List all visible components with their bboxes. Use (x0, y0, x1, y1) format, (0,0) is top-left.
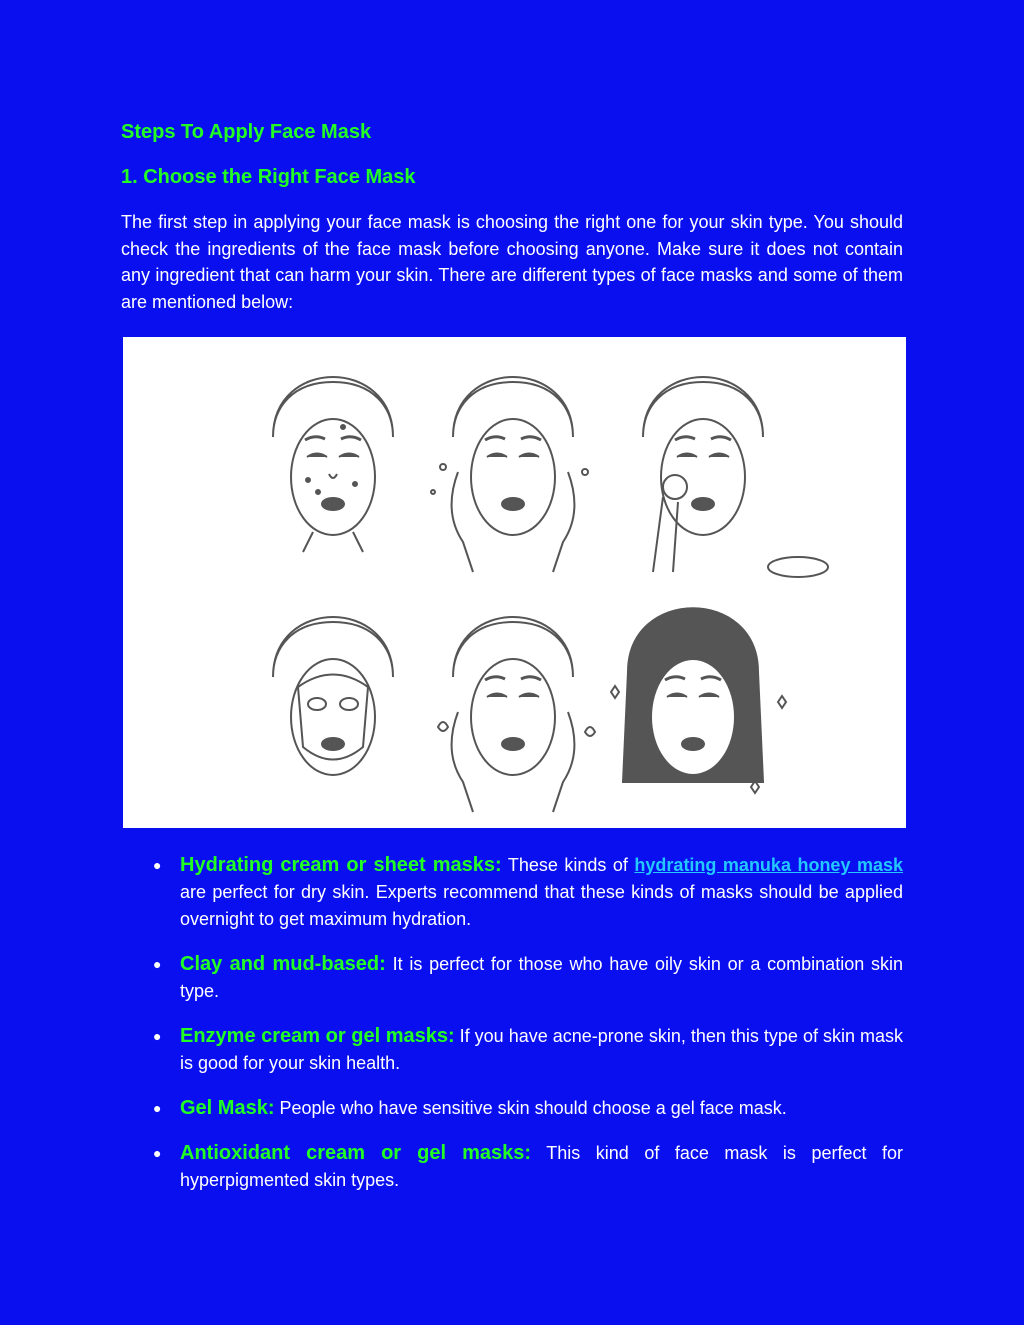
bullet-icon: ● (153, 1145, 162, 1161)
face-clean-result-icon (611, 608, 786, 793)
page-title: Steps To Apply Face Mask (121, 121, 372, 143)
mask-type-term: Enzyme cream or gel masks: (180, 1025, 455, 1047)
list-item (121, 852, 903, 933)
mask-type-text: This kind of face mask is perfect for hyperpigmented skin types. (180, 1143, 903, 1190)
mask-type-text: People who have sensitive skin should choose a gel face mask. (274, 1098, 787, 1118)
face-mask-steps-illustration (123, 337, 906, 828)
mask-type-term: Hydrating cream or sheet masks: (180, 854, 502, 876)
face-cleansing-icon (431, 377, 588, 572)
mask-type-term: Clay and mud-based: (180, 953, 386, 975)
face-with-blemishes-icon (273, 377, 393, 552)
manuka-honey-mask-link[interactable]: hydrating manuka honey mask (634, 855, 903, 875)
mask-type-term: Gel Mask: (180, 1097, 275, 1119)
mask-type-text: are perfect for dry skin. Experts recommend that these kinds of masks should be applied overnight to get maximum hydration. (180, 882, 903, 929)
list-item (121, 1023, 903, 1077)
list-item (121, 1095, 903, 1122)
mask-types-list (121, 852, 903, 1212)
mask-type-term: Antioxidant cream or gel masks: (180, 1142, 532, 1164)
bullet-icon: ● (153, 1100, 162, 1116)
face-rinsing-icon (438, 617, 595, 812)
list-item (121, 951, 903, 1005)
face-applied-mask-icon (273, 617, 393, 775)
mask-type-text: It is perfect for those who have oily skin or a combination skin type. (180, 954, 903, 1001)
bullet-icon: ● (153, 1028, 162, 1044)
bullet-icon: ● (153, 857, 162, 873)
step-paragraph: The first step in applying your face mask is choosing the right one for your skin type. You should check the ingredients of the face mask before choosing anyone. Make sure it does not contain any ingredient that can harm your skin. There are different types of face masks and some of them are mentioned below: (121, 212, 903, 312)
mask-type-text: These kinds of (501, 855, 635, 875)
face-cotton-pad-icon (643, 377, 828, 577)
list-item (121, 1140, 903, 1194)
mask-type-text: If you have acne-prone skin, then this type of skin mask is good for your skin health. (180, 1026, 904, 1073)
step-title: 1. Choose the Right Face Mask (121, 166, 416, 188)
bullet-icon: ● (153, 956, 162, 972)
